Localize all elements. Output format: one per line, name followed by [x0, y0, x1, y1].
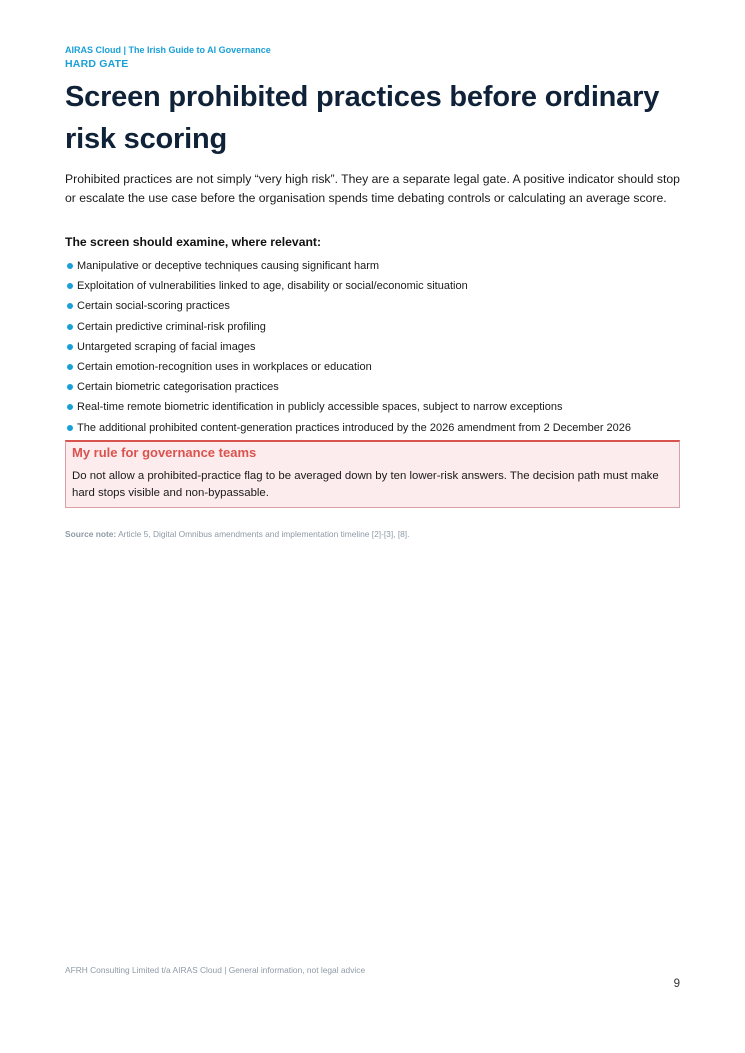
list-item: [67, 276, 682, 296]
bullet-icon: [67, 263, 73, 269]
list-item-text: Certain predictive criminal-risk profiling: [77, 320, 266, 333]
bullet-icon: [67, 303, 73, 309]
list-item: [67, 377, 682, 397]
list-item: [67, 337, 682, 357]
list-item-text: Untargeted scraping of facial images: [77, 340, 256, 353]
list-item: [67, 296, 682, 316]
source-note: [65, 529, 409, 539]
running-head: AIRAS Cloud | The Irish Guide to AI Governance: [65, 45, 271, 55]
source-note-label: Source note:: [65, 529, 117, 539]
section-tag: HARD GATE: [65, 58, 129, 70]
page-number: 9: [673, 978, 680, 990]
page-title: Screen prohibited practices before ordinary risk scoring: [65, 81, 660, 155]
callout-body: Do not allow a prohibited-practice flag to be averaged down by ten lower-risk answers. The decision path must make hard stops visible and non-bypassable.: [72, 470, 659, 499]
list-item-text: Exploitation of vulnerabilities linked to age, disability or social/economic situation: [77, 280, 468, 293]
list-item: [67, 357, 682, 377]
list-item-text: Manipulative or deceptive techniques causing significant harm: [77, 260, 380, 273]
bullet-icon: [67, 404, 73, 410]
list-item-text: Certain emotion-recognition uses in workplaces or education: [77, 361, 372, 374]
bullet-icon: [67, 425, 73, 431]
bullet-icon: [67, 344, 73, 350]
list-item: [67, 418, 682, 438]
screen-heading: The screen should examine, where relevant:: [65, 235, 322, 249]
governance-rule-callout: [65, 440, 680, 508]
footer-text: AFRH Consulting Limited t/a AIRAS Cloud | General information, not legal advice: [65, 965, 366, 975]
list-item: [67, 397, 682, 417]
list-item: [67, 256, 682, 276]
prohibited-practices-list: [67, 256, 682, 438]
bullet-icon: [67, 324, 73, 330]
intro-paragraph: Prohibited practices are not simply “very high risk”. They are a separate legal gate. A positive indicator should stop or escalate the use case before the organisation spends time debating controls or calculating an average score.: [65, 172, 680, 205]
list-item-text: Certain biometric categorisation practices: [77, 381, 279, 394]
bullet-icon: [67, 364, 73, 370]
bullet-icon: [67, 283, 73, 289]
list-item-text: Real-time remote biometric identification in publicly accessible spaces, subject to narrow exceptions: [77, 401, 563, 414]
list-item: [67, 317, 682, 337]
source-note-text: Article 5, Digital Omnibus amendments and implementation timeline [2]-[3], [8].: [118, 529, 410, 539]
bullet-icon: [67, 384, 73, 390]
list-item-text: The additional prohibited content-generation practices introduced by the 2026 amendment from 2 December 2026: [77, 421, 632, 434]
callout-title: My rule for governance teams: [72, 445, 257, 460]
list-item-text: Certain social-scoring practices: [77, 300, 230, 313]
